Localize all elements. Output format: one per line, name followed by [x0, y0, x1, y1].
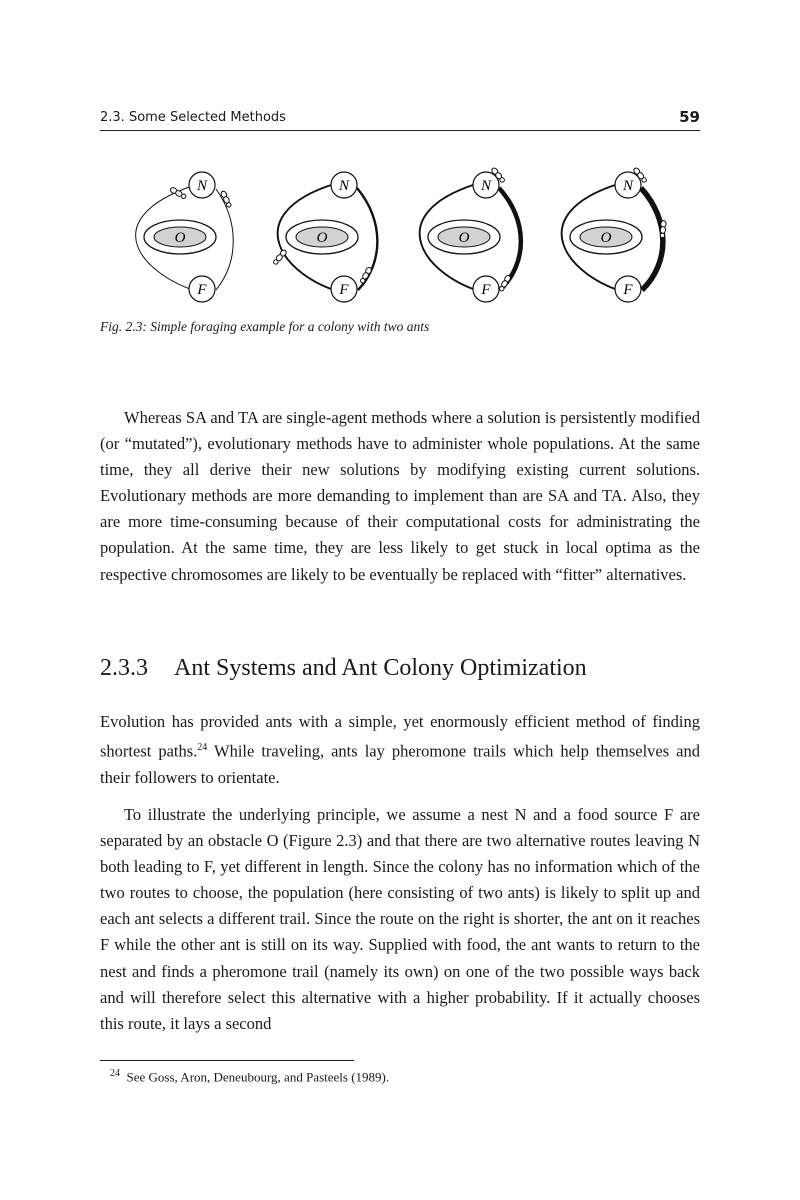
paragraph-2: [100, 709, 700, 791]
foraging-figure: [120, 165, 690, 310]
section-heading: [100, 655, 700, 682]
paragraph-1-text: Whereas SA and TA are single-agent methods where a solution is persistently modified (or “mutated”), evolutionary methods have to administer whole populations. At the same time, they all derive their new solutions by modifying existing current solutions. Evolutionary methods are more demanding to implement than are SA and TA. Also, they are more time-consuming because of their computational costs for administrating the population. At the same time, they are less likely to get stuck in local optima as the respective chromosomes are likely to be eventually be replaced with “fitter” alternatives.: [100, 408, 700, 584]
nest-label: N: [338, 178, 350, 194]
right-route: [499, 188, 521, 290]
food-label: F: [339, 282, 349, 298]
running-header: [100, 108, 700, 131]
figure-panel-4: [562, 167, 667, 302]
footnote-number: 24: [110, 1068, 120, 1079]
section-number: 2.3.3: [100, 655, 148, 681]
obstacle-label: O: [316, 230, 328, 246]
ant-icon: [498, 274, 511, 291]
footnote-rule: [100, 1060, 354, 1061]
running-title: 2.3. Some Selected Methods: [100, 110, 286, 125]
obstacle-label: O: [600, 230, 612, 246]
paragraph-3: [100, 802, 700, 1037]
nest-label: N: [196, 178, 208, 194]
figure-caption: Fig. 2.3: Simple foraging example for a colony with two ants: [100, 319, 430, 334]
food-label: F: [481, 282, 491, 298]
paragraph-2-text-after: While traveling, ants lay pheromone trails which help themselves and their followers to orientate.: [100, 741, 700, 787]
figure-panel-3: [420, 167, 521, 302]
paragraph-3-text: To illustrate the underlying principle, we assume a nest N and a food source F are separated by an obstacle O (Figure 2.3) and that there are two alternative routes leaving N both leading to F, yet different in length. Since the colony has no information which of the two routes to choose, the population (here consisting of two ants) is likely to split up and each ant selects a different trail. Since the route on the right is shorter, the ant on it reaches F while the other ant is still on its way. Supplied with food, the ant wants to return to the nest and finds a pheromone trail (namely its own) on one of the two possible ways back and will therefore select this alternative with a higher probability. If it actually chooses this route, it lays a second: [100, 805, 700, 1033]
nest-label: N: [622, 178, 634, 194]
section-title: Ant Systems and Ant Colony Optimization: [174, 655, 587, 681]
page-number: 59: [679, 108, 700, 126]
figure-panel-2: [272, 172, 377, 302]
footnote-text: See Goss, Aron, Deneubourg, and Pasteels (1989).: [126, 1069, 390, 1085]
nest-label: N: [480, 178, 492, 194]
figure-panel-1: [136, 172, 234, 302]
right-route: [641, 188, 663, 290]
footnote-ref[interactable]: 24: [197, 742, 208, 754]
food-label: F: [623, 282, 633, 298]
obstacle-label: O: [458, 230, 470, 246]
footnote: [110, 1068, 700, 1085]
paragraph-2-text-before: Evolution has provided ants with a simple, yet enormously efficient method of finding shortest paths.: [100, 712, 700, 761]
obstacle-label: O: [174, 230, 186, 246]
paragraph-1: [100, 405, 700, 588]
food-label: F: [197, 282, 207, 298]
